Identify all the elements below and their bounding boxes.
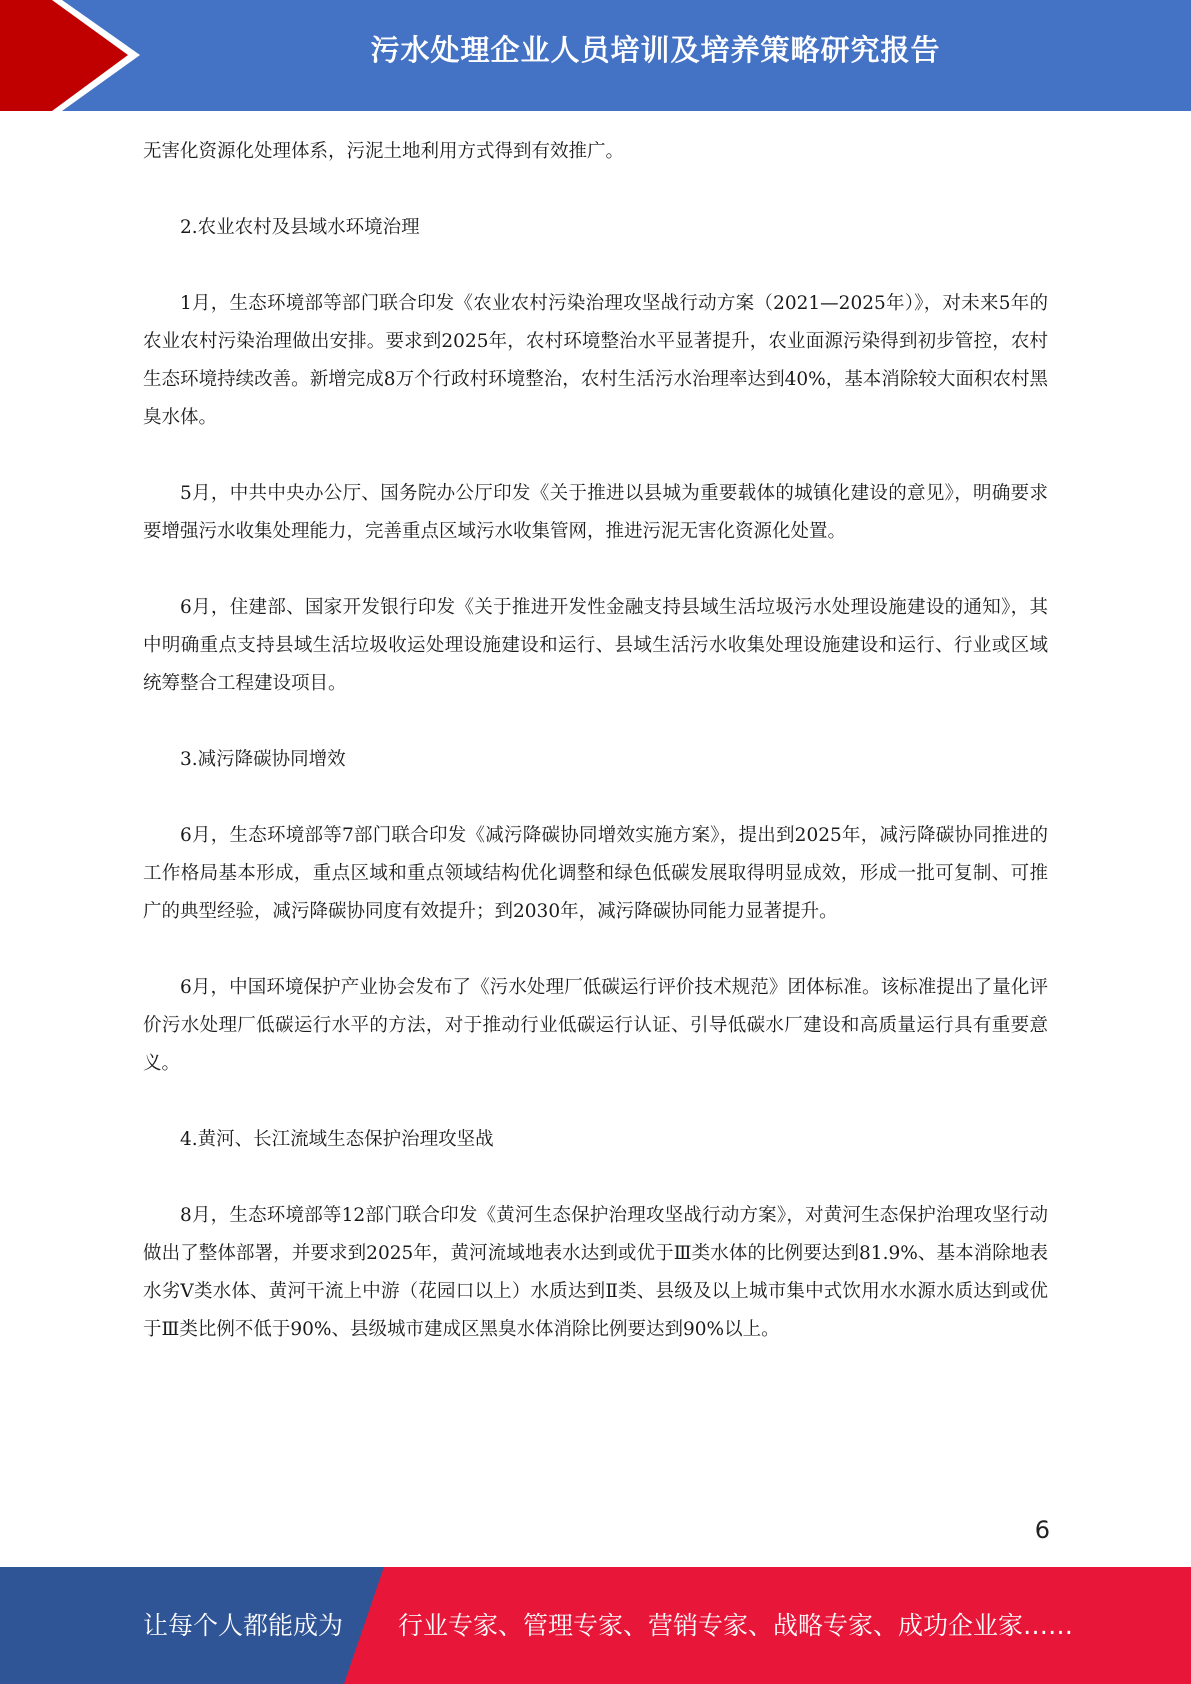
document-body	[143, 133, 1048, 1387]
paragraph-august-yellow-river: 8月，生态环境部等12部门联合印发《黄河生态保护治理攻坚战行动方案》，对黄河生态保护治理攻坚行动做出了整体部署，并要求到2025年，黄河流域地表水达到或优于Ⅲ类水体的比例要达到81.9%、基本消除地表水劣Ⅴ类水体、黄河干流上中游（花园口以上）水质达到Ⅱ类、县级及以上城市集中式饮用水水源水质达到或优于Ⅲ类比例不低于90%、县级城市建成区黑臭水体消除比例要达到90%以上。	[143, 1205, 1048, 1340]
paragraph-continuation: 无害化资源化处理体系，污泥土地利用方式得到有效推广。	[143, 141, 625, 162]
page-header	[0, 0, 1191, 111]
paragraph-june-carbon-plan: 6月，生态环境部等7部门联合印发《减污降碳协同增效实施方案》，提出到2025年，减污降碳协同推进的工作格局基本形成，重点区域和重点领域结构优化调整和绿色低碳发展取得明显成效，形成一批可复制、可推广的典型经验，减污降碳协同度有效提升；到2030年，减污降碳协同能力显著提升。	[143, 825, 1048, 922]
paragraph-june-county-finance: 6月，住建部、国家开发银行印发《关于推进开发性金融支持县域生活垃圾污水处理设施建设的通知》，其中明确重点支持县域生活垃圾收运处理设施建设和运行、县域生活污水收集处理设施建设和运行、行业或区域统筹整合工程建设项目。	[143, 597, 1048, 694]
footer-slogan-left: 让每个人都能成为	[143, 1611, 344, 1640]
footer-slogan-right: 行业专家、管理专家、营销专家、战略专家、成功企业家……	[398, 1611, 1074, 1640]
header-chevron-decoration	[0, 0, 160, 111]
section-heading-carbon: 3.减污降碳协同增效	[180, 749, 346, 770]
page-footer	[0, 1567, 1191, 1684]
page-number: 6	[1034, 1516, 1050, 1544]
section-heading-rivers: 4.黄河、长江流域生态保护治理攻坚战	[180, 1129, 494, 1150]
paragraph-may-county-urbanization: 5月，中共中央办公厅、国务院办公厅印发《关于推进以县城为重要载体的城镇化建设的意见》，明确要求要增强污水收集处理能力，完善重点区域污水收集管网，推进污泥无害化资源化处置。	[143, 483, 1048, 542]
section-heading-rural: 2.农业农村及县域水环境治理	[180, 217, 420, 238]
paragraph-january-rural-plan: 1月，生态环境部等部门联合印发《农业农村污染治理攻坚战行动方案（2021—2025年）》，对未来5年的农业农村污染治理做出安排。要求到2025年，农村环境整治水平显著提升，农业面源污染得到初步管控，农村生态环境持续改善。新增完成8万个行政村环境整治，农村生活污水治理率达到40%，基本消除较大面积农村黑臭水体。	[143, 293, 1048, 428]
report-title: 污水处理企业人员培训及培养策略研究报告	[370, 33, 941, 67]
paragraph-june-low-carbon-standard: 6月，中国环境保护产业协会发布了《污水处理厂低碳运行评价技术规范》团体标准。该标准提出了量化评价污水处理厂低碳运行水平的方法，对于推动行业低碳运行认证、引导低碳水厂建设和高质量运行具有重要意义。	[143, 977, 1048, 1074]
